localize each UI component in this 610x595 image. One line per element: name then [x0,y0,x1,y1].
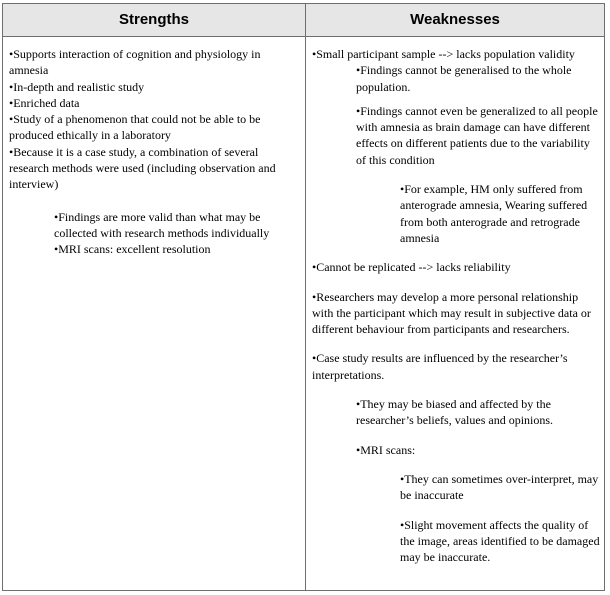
weakness-sub-item: •MRI scans: [356,442,416,457]
weakness-sub-sub-item: •Slight movement affects the quality of the image, areas identified to be damaged may be inaccurate. [400,517,600,565]
weakness-sub-sub-item: •They can sometimes over-interpret, may be inaccurate [400,471,599,503]
weakness-sub-item: •Findings cannot even be generalized to all people with amnesia as brain damage can have different effects on different patients due to the variability of this condition [356,103,598,167]
strength-item: •In-depth and realistic study [9,79,145,94]
weakness-item: •Case study results are influenced by the researcher’s interpretations. [312,351,568,382]
weakness-item: •Cannot be replicated --> lacks reliability [312,260,511,275]
weakness-sub-sub-item: •For example, HM only suffered from anterograde amnesia, Wearing suffered from both anterograde and retrograde amnesia [400,182,588,245]
weaknesses-header: Weaknesses [410,11,500,28]
weakness-item: •Researchers may develop a more personal relationship with the participant which may result in subjective data or different behaviour from participants and researchers. [312,289,591,337]
table-header-row [3,4,604,37]
column-divider [305,4,306,590]
strength-item: •Enriched data [9,95,80,110]
weakness-item: •Small participant sample --> lacks population validity [312,47,575,61]
strength-sub-item: •Findings are more valid than what may be collected with research methods individually [54,209,270,240]
strength-item: •Because it is a case study, a combination of several research methods were used (including observation and interview) [9,144,276,192]
strength-item: •Study of a phenomenon that could not be able to be produced ethically in a laboratory [9,112,261,143]
weakness-sub-item: •Findings cannot be generalised to the whole population. [356,63,572,94]
weaknesses-cell [312,37,600,565]
strength-sub-item: •MRI scans: excellent resolution [54,242,211,257]
comparison-table [2,3,605,591]
strength-item: •Supports interaction of cognition and physiology in amnesia [9,47,261,78]
weakness-sub-item: •They may be biased and affected by the researcher’s beliefs, values and opinions. [356,397,554,428]
strengths-header: Strengths [118,11,189,28]
strengths-cell [9,37,299,258]
